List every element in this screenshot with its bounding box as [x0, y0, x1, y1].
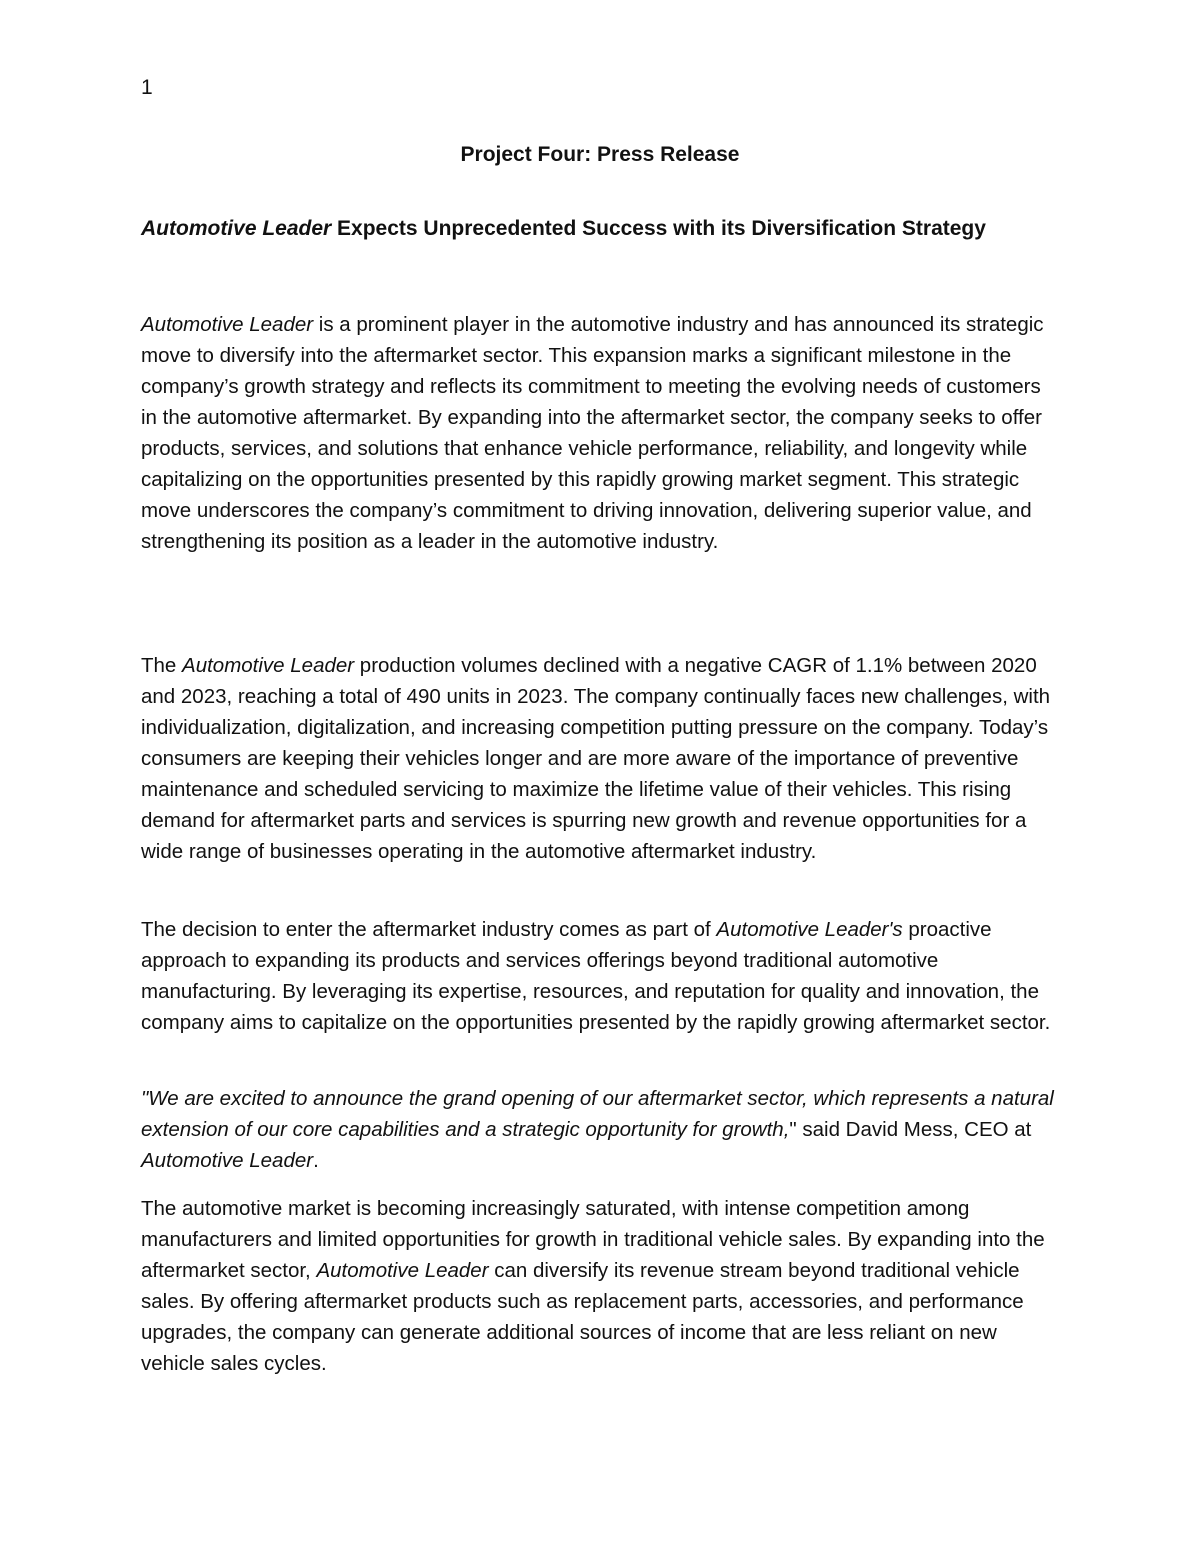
company-name: Automotive Leader	[141, 313, 314, 336]
press-release-headline	[141, 215, 986, 243]
company-name: Automotive Leader	[316, 1259, 489, 1282]
headline-company-name: Automotive Leader	[141, 217, 332, 240]
paragraph-production-volumes	[141, 650, 1061, 867]
paragraph-text: production volumes declined with a negative CAGR of 1.1% between 2020 and 2023, reaching a total of 490 units in 2023. The company continually faces new challenges, with individualization, digitalization, and increasing competition putting pressure on the company. Today’s consumers are keeping their vehicles longer and are more aware of the importance of preventive maintenance and scheduled servicing to maximize the lifetime value of their vehicles. This rising demand for aftermarket parts and services is spurring new growth and revenue opportunities for a wide range of businesses operating in the automotive aftermarket industry.	[141, 654, 1051, 863]
paragraph-decision	[141, 914, 1061, 1038]
paragraph-text: proactive approach to expanding its products and services offerings beyond traditional automotive manufacturing. By leveraging its expertise, resources, and reputation for quality and innovation, the company aims to capitalize on the opportunities presented by the rapidly growing aftermarket sector.	[141, 918, 1051, 1034]
company-name: Automotive Leader	[182, 654, 355, 677]
paragraph-lead: The automotive market is becoming increasingly saturated, with intense competition among manufacturers and limited opportunities for growth in traditional vehicle sales. By expanding into the aftermarket sector,	[141, 1197, 1045, 1282]
company-name: Automotive Leader	[141, 1149, 314, 1172]
ceo-quote: "We are excited to announce the grand opening of our aftermarket sector, which represents a natural extension of our core capabilities and a strategic opportunity for growth,	[141, 1087, 1054, 1141]
paragraph-text: can diversify its revenue stream beyond traditional vehicle sales. By offering aftermarket products such as replacement parts, accessories, and performance upgrades, the company can generate additional sources of income that are less reliant on new vehicle sales cycles.	[141, 1259, 1024, 1375]
paragraph-lead: The decision to enter the aftermarket industry comes as part of	[141, 918, 717, 941]
company-name: Automotive Leader's	[716, 918, 903, 941]
paragraph-end: .	[313, 1149, 319, 1172]
paragraph-intro	[141, 309, 1061, 557]
paragraph-text: is a prominent player in the automotive industry and has announced its strategic move to diversify into the aftermarket sector. This expansion marks a significant milestone in the company’s growth strategy and reflects its commitment to meeting the evolving needs of customers in the automotive aftermarket. By expanding into the aftermarket sector, the company seeks to offer products, services, and solutions that enhance vehicle performance, reliability, and longevity while capitalizing on the opportunities presented by this rapidly growing market segment. This strategic move underscores the company’s commitment to driving innovation, delivering superior value, and strengthening its position as a leader in the automotive industry.	[141, 313, 1044, 553]
headline-text: Expects Unprecedented Success with its Diversification Strategy	[331, 217, 986, 240]
quote-attribution: " said David Mess, CEO at	[789, 1118, 1032, 1141]
paragraph-ceo-quote	[141, 1083, 1061, 1176]
paragraph-market-saturation	[141, 1193, 1061, 1379]
document-title: Project Four: Press Release	[460, 143, 740, 166]
paragraph-lead: The	[141, 654, 183, 677]
page-number: 1	[141, 76, 153, 99]
